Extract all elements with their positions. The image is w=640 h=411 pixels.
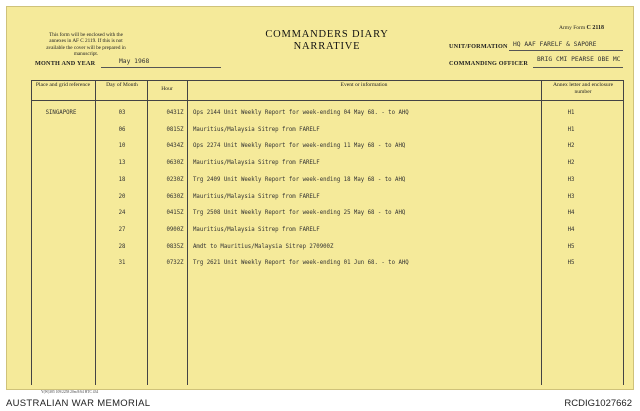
cell-event: Ops 2144 Unit Weekly Report for week-ending 04 May 68. - to AHQ — [193, 110, 409, 116]
cell-day: 28 — [118, 243, 126, 250]
cell-annex: H2 — [567, 160, 575, 167]
cell-day: 18 — [118, 176, 126, 183]
month-year-value: May 1968 — [119, 58, 150, 65]
header-annex: Annex letter and enclosure number — [552, 82, 614, 95]
cell-hour: 0815Z — [166, 126, 184, 133]
cell-hour: 0900Z — [166, 226, 184, 233]
archive-footer — [0, 394, 640, 411]
cell-hour: 0732Z — [166, 260, 184, 267]
cell-annex: H1 — [567, 126, 575, 133]
form-title-line-2: NARRATIVE — [293, 41, 361, 52]
table-header-rule — [31, 100, 623, 101]
cell-annex: H4 — [567, 210, 575, 217]
army-form-code: C 2118 — [586, 25, 605, 31]
month-year-underline — [101, 67, 221, 68]
cell-hour: 0415Z — [166, 210, 184, 217]
footer-institution: AUSTRALIAN WAR MEMORIAL — [6, 398, 151, 409]
army-form-number — [559, 25, 604, 31]
cell-day: 13 — [118, 160, 126, 167]
commanding-officer-label: COMMANDING OFFICER — [449, 60, 529, 67]
header-day: Day of Month — [106, 82, 138, 88]
cell-event: Mauritius/Malaysia Sitrep from FARELF — [193, 193, 320, 200]
cell-event: Mauritius/Malaysia Sitrep from FARELF — [193, 126, 320, 133]
cell-day: 06 — [118, 126, 126, 133]
cell-annex: H4 — [567, 226, 575, 233]
form-title — [247, 29, 407, 53]
header-event: Event or information — [340, 82, 388, 88]
col-rule-4 — [541, 80, 542, 385]
unit-formation-underline — [509, 50, 623, 51]
cell-hour: 0434Z — [166, 143, 184, 150]
table-left-rule — [31, 80, 32, 385]
cell-hour: 0630Z — [166, 160, 184, 167]
header-place: Place and grid reference — [35, 82, 91, 88]
cell-annex: H5 — [567, 260, 575, 267]
table-right-rule — [623, 80, 624, 385]
cell-place: SINGAPORE — [45, 110, 77, 116]
cell-day: 10 — [118, 143, 126, 150]
cell-hour: 0431Z — [166, 110, 184, 116]
form-instruction-note: This form will be enclosed with the annexes in AF C 2119. If this is not available the cover will be prepared in manuscript. — [46, 32, 126, 58]
commanding-officer-value: BRIG CMI PEARSE OBE MC — [537, 56, 621, 63]
cell-day: 27 — [118, 226, 126, 233]
cell-day: 20 — [118, 193, 126, 200]
form-title-line-1: COMMANDERS DIARY — [265, 29, 389, 40]
cell-event: Amdt to Mauritius/Malaysia Sitrep 270900Z — [193, 243, 334, 250]
cell-annex: H5 — [567, 243, 575, 250]
month-year-label: MONTH AND YEAR — [35, 60, 96, 67]
unit-formation-label: UNIT/FORMATION — [449, 43, 508, 50]
cell-event: Ops 2274 Unit Weekly Report for week-ending 11 May 68 - to AHQ — [193, 143, 406, 150]
commanding-officer-underline — [533, 67, 623, 68]
cell-event: Trg 2621 Unit Weekly Report for week-ending 01 Jun 68. - to AHQ — [193, 260, 409, 267]
diary-form-sheet — [6, 6, 634, 394]
header-hour: Hour — [161, 86, 173, 92]
printer-imprint: Y(W)385 109/2258 20m 8/64 HTC 434 — [41, 390, 99, 394]
army-form-label: Army Form — [559, 25, 586, 31]
diary-table — [31, 80, 623, 385]
cell-annex: H2 — [567, 143, 575, 150]
cell-annex: H3 — [567, 193, 575, 200]
cell-event: Trg 2508 Unit Weekly Report for week-ending 25 May 68 - to AHQ — [193, 210, 406, 217]
footer-record-id: RCDIG1027662 — [564, 398, 632, 409]
cell-event: Mauritius/Malaysia Sitrep from FARELF — [193, 226, 320, 233]
cell-hour: 0630Z — [166, 193, 184, 200]
cell-day: 03 — [118, 110, 126, 116]
cell-hour: 0835Z — [166, 243, 184, 250]
cell-annex: H1 — [567, 110, 575, 116]
col-rule-1 — [95, 80, 96, 385]
cell-event: Mauritius/Malaysia Sitrep from FARELF — [193, 160, 320, 167]
cell-hour: 0230Z — [166, 176, 184, 183]
unit-formation-value: HQ AAF FARELF & SAPORE — [513, 41, 597, 48]
cell-day: 24 — [118, 210, 126, 217]
cell-day: 31 — [118, 260, 126, 267]
cell-annex: H3 — [567, 176, 575, 183]
col-rule-2 — [147, 80, 148, 385]
table-top-rule — [31, 80, 623, 81]
cell-event: Trg 2409 Unit Weekly Report for week-ending 18 May 68 - to AHQ — [193, 176, 406, 183]
